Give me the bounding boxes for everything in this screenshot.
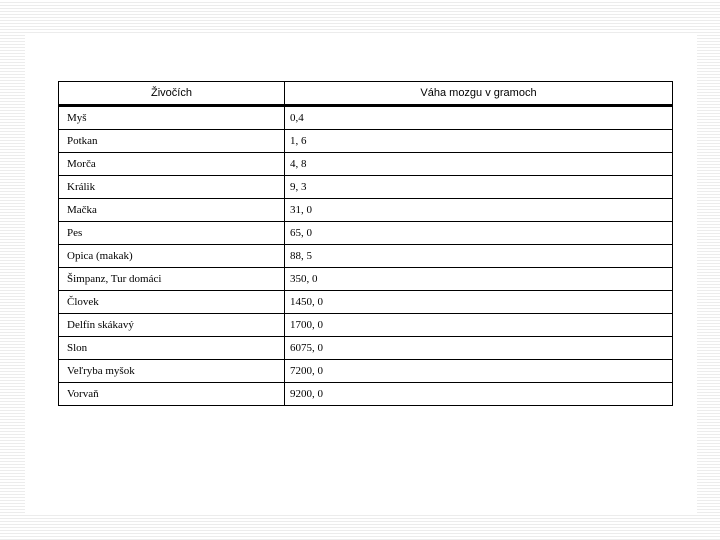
animal-cell: Slon xyxy=(59,337,285,360)
table-row xyxy=(59,383,673,406)
animal-cell: Králik xyxy=(59,176,285,199)
weight-cell: 9200, 0 xyxy=(285,383,673,406)
animal-cell: Morča xyxy=(59,153,285,176)
header-animal: Živočích xyxy=(59,82,285,106)
weight-cell: 1450, 0 xyxy=(285,291,673,314)
weight-cell: 1700, 0 xyxy=(285,314,673,337)
brain-weight-table xyxy=(58,81,673,406)
table-row xyxy=(59,106,673,130)
table-row xyxy=(59,314,673,337)
animal-cell: Potkan xyxy=(59,130,285,153)
animal-cell: Opica (makak) xyxy=(59,245,285,268)
table-header-row xyxy=(59,82,673,106)
animal-cell: Človek xyxy=(59,291,285,314)
weight-cell: 9, 3 xyxy=(285,176,673,199)
weight-cell: 350, 0 xyxy=(285,268,673,291)
animal-cell: Myš xyxy=(59,106,285,130)
table-row xyxy=(59,291,673,314)
table-row xyxy=(59,337,673,360)
header-brain-weight: Váha mozgu v gramoch xyxy=(285,82,673,106)
weight-cell: 7200, 0 xyxy=(285,360,673,383)
weight-cell: 4, 8 xyxy=(285,153,673,176)
animal-cell: Pes xyxy=(59,222,285,245)
table-row xyxy=(59,222,673,245)
weight-cell: 6075, 0 xyxy=(285,337,673,360)
animal-cell: Vorvaň xyxy=(59,383,285,406)
weight-cell: 1, 6 xyxy=(285,130,673,153)
animal-cell: Mačka xyxy=(59,199,285,222)
table-row xyxy=(59,360,673,383)
weight-cell: 31, 0 xyxy=(285,199,673,222)
table-row xyxy=(59,130,673,153)
weight-cell: 0,4 xyxy=(285,106,673,130)
weight-cell: 65, 0 xyxy=(285,222,673,245)
table-row xyxy=(59,245,673,268)
table-row xyxy=(59,199,673,222)
table-row xyxy=(59,176,673,199)
animal-cell: Veľryba myšok xyxy=(59,360,285,383)
table-row xyxy=(59,268,673,291)
animal-cell: Šimpanz, Tur domáci xyxy=(59,268,285,291)
table-row xyxy=(59,153,673,176)
animal-cell: Delfín skákavý xyxy=(59,314,285,337)
weight-cell: 88, 5 xyxy=(285,245,673,268)
